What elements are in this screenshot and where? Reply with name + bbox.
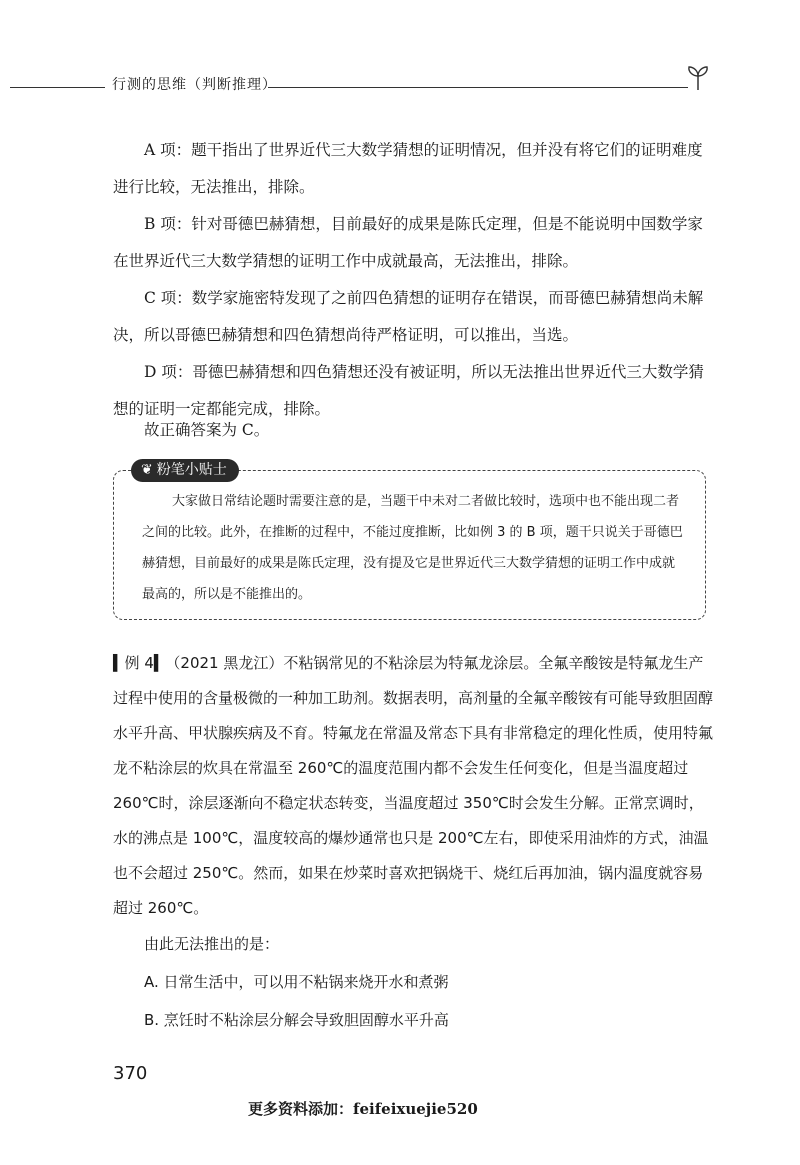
example-question xyxy=(113,646,713,926)
sprout-icon: ❦ xyxy=(141,462,153,478)
header-rule-left xyxy=(10,87,105,88)
analysis-text-b: B 项：针对哥德巴赫猜想，目前最好的成果是陈氏定理，但是不能说明中国数学家在世界近代三大数学猜想的证明工作中成就最高，无法推出，排除。 xyxy=(113,215,703,270)
tips-label-text: 粉笔小贴士 xyxy=(156,462,227,478)
analysis-text-c: C 项：数学家施密特发现了之前四色猜想的证明存在错误，而哥德巴赫猜想尚未解决，所以哥德巴赫猜想和四色猜想尚待严格证明，可以推出，当选。 xyxy=(113,289,704,344)
analysis-option-c xyxy=(113,280,713,354)
tips-body: 大家做日常结论题时需要注意的是，当题干中未对二者做比较时，选项中也不能出现二者之间的比较。此外，在推断的过程中，不能过度推断，比如例 3 的 B 项，题干只说关于哥德巴赫猜想，目前最好的成果是陈氏定理，没有提及它是世界近代三大数学猜想的证明工作中成就最高的，所以是不能推出的。 xyxy=(142,494,683,602)
option-b: B. 烹饪时不粘涂层分解会导致胆固醇水平升高 xyxy=(144,1011,449,1029)
header-rule-right xyxy=(268,87,688,88)
option-a: A. 日常生活中，可以用不粘锅来烧开水和煮粥 xyxy=(144,973,449,991)
sprout-icon xyxy=(683,62,713,92)
answer-text: 故正确答案为 C。 xyxy=(144,421,270,439)
example-marker-right: ▍ xyxy=(153,654,166,672)
tips-text xyxy=(142,486,687,610)
header-title: 行测的思维（判断推理） xyxy=(112,77,277,93)
running-header xyxy=(0,60,800,100)
tips-label xyxy=(131,459,239,482)
analysis-text-d: D 项：哥德巴赫猜想和四色猜想还没有被证明，所以无法推出世界近代三大数学猜想的证明一定都能完成，排除。 xyxy=(113,363,704,418)
example-text: （2021 黑龙江）不粘锅常见的不粘涂层为特氟龙涂层。全氟辛酸铵是特氟龙生产过程中使用的含量极微的一种加工助剂。数据表明，高剂量的全氟辛酸铵有可能导致胆固醇水平升高、甲状腺疾病及不育。特氟龙在常温及常态下具有非常稳定的理化性质，使用特氟龙不粘涂层的炊具在常温至 260℃的温度范围内都不会发生任何变化，但是当温度超过 260℃时，涂层逐渐向不稳定状态转变，当温度超过 350℃时会发生分解。正常烹调时，水的沸点是 100℃，温度较高的爆炒通常也只是 200℃左右，即使采用油炸的方式，油温也不会超过 250℃。然而，如果在炒菜时喜欢把锅烧干、烧红后再加油，锅内温度就容易超过 260℃。 xyxy=(113,654,714,917)
example-marker-left: ▍ xyxy=(113,654,125,672)
page-number: 370 xyxy=(113,1063,148,1084)
analysis-text-a: A 项：题干指出了世界近代三大数学猜想的证明情况，但并没有将它们的证明难度进行比较，无法推出，排除。 xyxy=(113,141,703,196)
question-stem: 由此无法推出的是： xyxy=(144,935,280,953)
analysis-option-a xyxy=(113,132,713,206)
example-marker: 例 4 xyxy=(124,654,154,672)
footer-note: 更多资料添加：feifeixuejie520 xyxy=(248,1100,478,1118)
analysis-option-b xyxy=(113,206,713,280)
answer-line xyxy=(113,412,713,449)
